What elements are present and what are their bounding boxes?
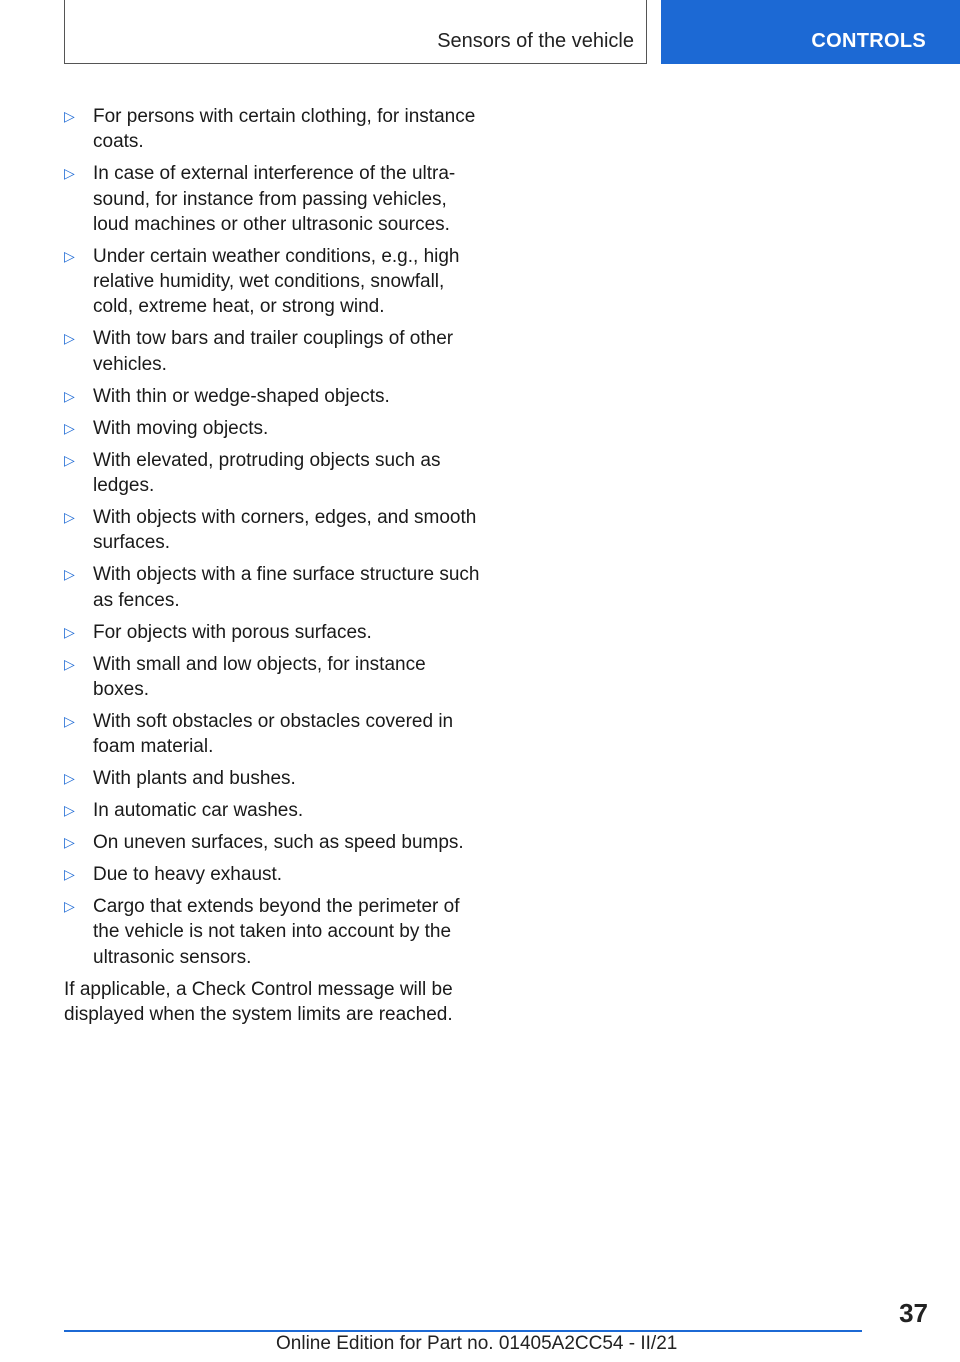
triangle-right-outline-icon: ▷ <box>64 770 75 787</box>
triangle-right-outline-icon: ▷ <box>64 866 75 883</box>
list-item-text: With small and low objects, for instance boxes. <box>93 653 426 700</box>
header-section-box <box>64 0 647 64</box>
chapter-tab-label: CONTROLS <box>811 30 926 52</box>
list-item <box>64 766 484 791</box>
list-item-text: With plants and bushes. <box>93 768 296 790</box>
list-item-text: In automatic car washes. <box>93 800 304 822</box>
triangle-right-outline-icon: ▷ <box>64 451 75 468</box>
triangle-right-outline-icon: ▷ <box>64 566 75 583</box>
triangle-right-outline-icon: ▷ <box>64 330 75 347</box>
list-item <box>64 505 484 556</box>
list-item-text: With moving objects. <box>93 417 269 439</box>
list-item-text: With elevated, protruding objects such as ledges. <box>93 449 441 496</box>
list-item <box>64 244 484 320</box>
list-item <box>64 326 484 377</box>
list-item-text: With objects with corners, edges, and smooth surfaces. <box>93 506 477 554</box>
list-item-text: Cargo that extends beyond the perimeter of the vehicle is not taken into account by the ultrasonic sensors. <box>93 896 460 968</box>
list-item-text: Due to heavy exhaust. <box>93 864 283 886</box>
list-item <box>64 894 484 970</box>
list-item <box>64 798 484 823</box>
list-item <box>64 161 484 237</box>
list-item-text: On uneven surfaces, such as speed bumps. <box>93 832 464 854</box>
section-title: Sensors of the vehicle <box>437 30 634 52</box>
list-item-text: In case of external interference of the ultra‐sound, for instance from passing vehicles, loud machines or other ultrasonic sources. <box>93 163 456 235</box>
triangle-right-outline-icon: ▷ <box>64 898 75 915</box>
check-control-note: If applicable, a Check Control message will be displayed when the system limits are reached. <box>64 978 453 1025</box>
list-item <box>64 830 484 855</box>
triangle-right-outline-icon: ▷ <box>64 108 75 124</box>
list-item <box>64 862 484 887</box>
triangle-right-outline-icon: ▷ <box>64 508 75 525</box>
list-item <box>64 562 484 613</box>
list-item <box>64 709 484 760</box>
footer-divider <box>64 1330 862 1332</box>
list-item-text: Under certain weather conditions, e.g., high relative humidity, wet conditions, snowfall, cold, extreme heat, or strong wind. <box>93 245 460 318</box>
list-item-text: For objects with porous surfaces. <box>93 621 372 643</box>
triangle-right-outline-icon: ▷ <box>64 387 75 404</box>
triangle-right-outline-icon: ▷ <box>64 712 75 729</box>
triangle-right-outline-icon: ▷ <box>64 802 75 819</box>
triangle-right-outline-icon: ▷ <box>64 165 75 182</box>
list-item <box>64 652 484 703</box>
list-item-text: For persons with certain clothing, for instance coats. <box>93 106 476 153</box>
list-item-text: With thin or wedge-shaped objects. <box>93 385 390 407</box>
list-item <box>64 620 484 645</box>
list-item <box>64 104 484 155</box>
list-item-text: With soft obstacles or obstacles covered in foam material. <box>93 710 454 758</box>
triangle-right-outline-icon: ▷ <box>64 419 75 436</box>
list-item <box>64 384 484 409</box>
triangle-right-outline-icon: ▷ <box>64 834 75 851</box>
edition-footer: Online Edition for Part no. 01405A2CC54 - II/21 <box>276 1333 678 1354</box>
triangle-right-outline-icon: ▷ <box>64 623 75 640</box>
triangle-right-outline-icon: ▷ <box>64 247 75 264</box>
main-content <box>64 104 484 1027</box>
triangle-right-outline-icon: ▷ <box>64 655 75 672</box>
list-item <box>64 448 484 499</box>
system-limits-list <box>64 104 484 970</box>
list-item <box>64 416 484 441</box>
list-item-text: With tow bars and trailer couplings of other vehicles. <box>93 328 454 375</box>
page-number: 37 <box>899 1298 928 1328</box>
chapter-tab <box>661 0 960 64</box>
list-item-text: With objects with a fine surface structure such as fences. <box>93 564 480 611</box>
